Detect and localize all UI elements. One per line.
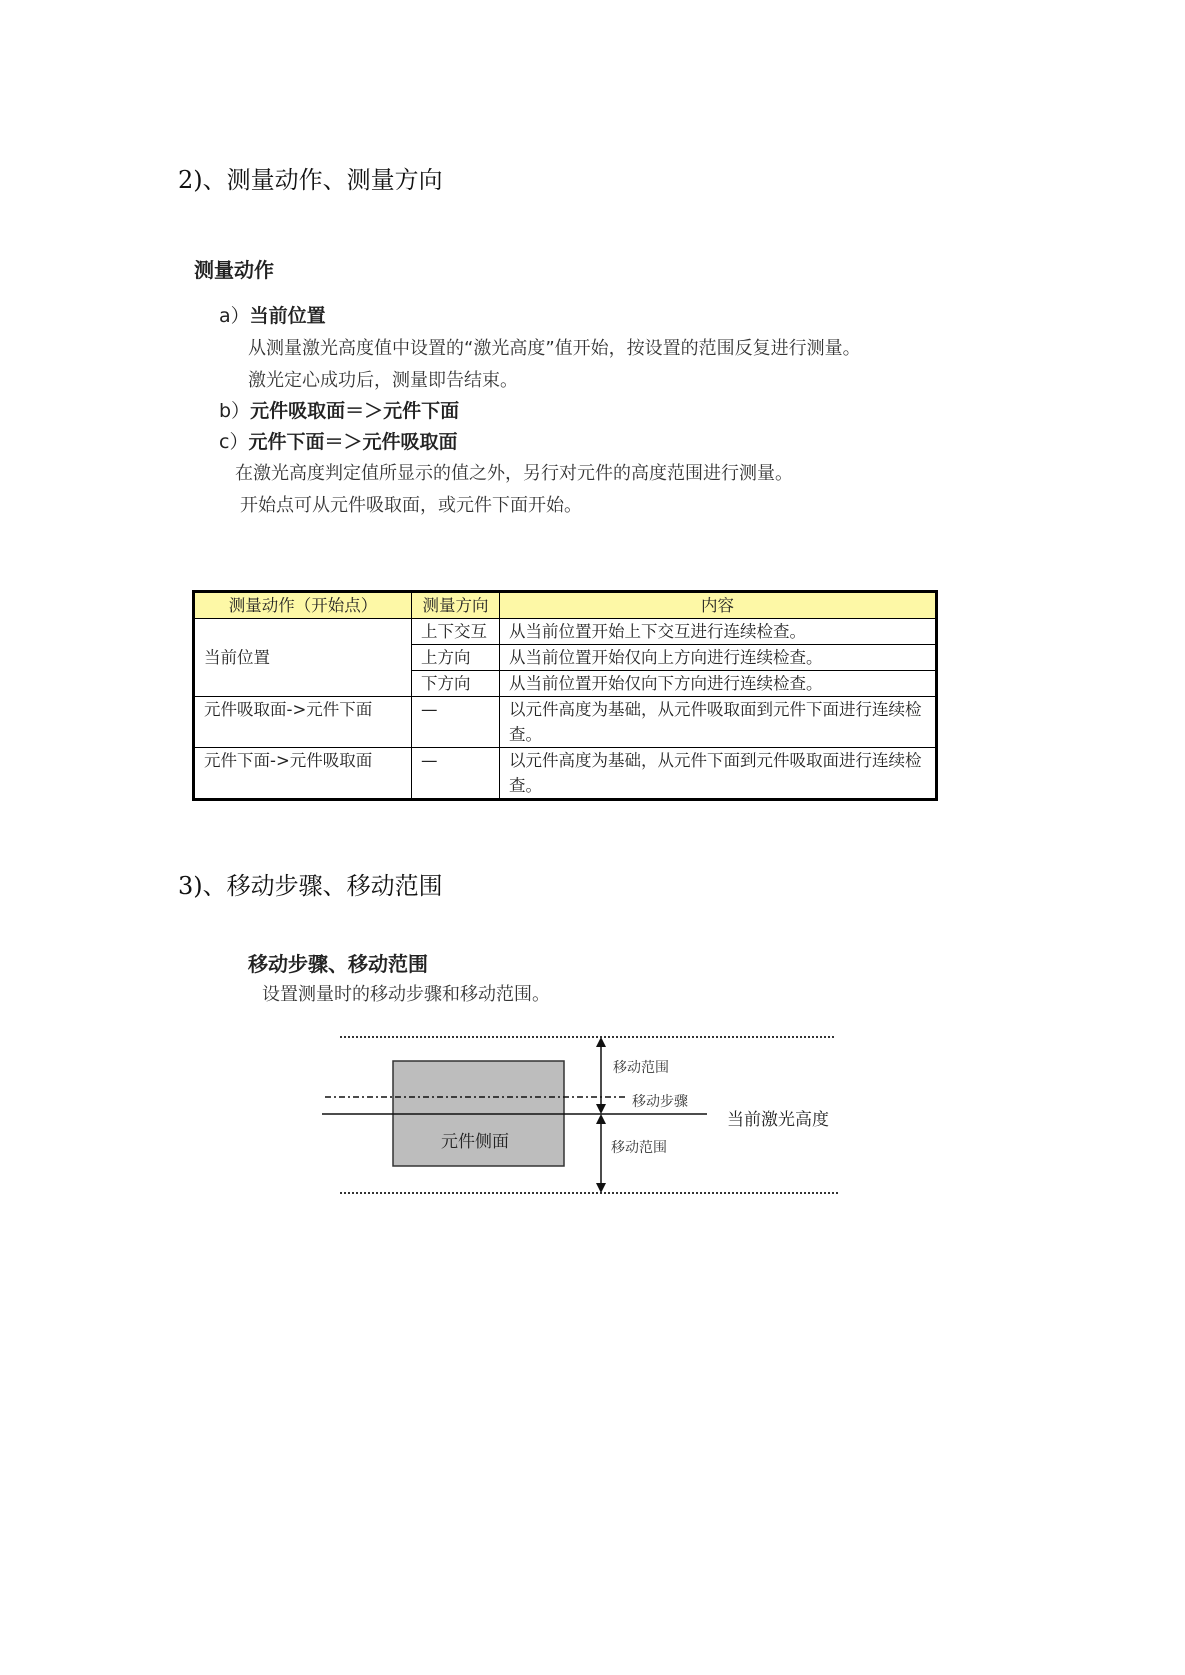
move-step-range-description: 设置测量时的移动步骤和移动范围。: [262, 984, 550, 1005]
step-label: 移动步骤: [632, 1094, 688, 1110]
range-label-bottom: 移动范围: [611, 1140, 667, 1156]
item-c-title: 元件下面＝＞元件吸取面: [248, 431, 458, 453]
item-c-line-1: 在激光高度判定值所显示的值之外，另行对元件的高度范围进行测量。: [235, 463, 793, 484]
item-b-label: b）: [219, 400, 251, 422]
cell-direction: —: [412, 697, 500, 748]
cell-current-position: 当前位置: [194, 619, 412, 697]
cell-direction: 下方向: [412, 671, 500, 697]
cell-content: 从当前位置开始仅向下方向进行连续检查。: [500, 671, 937, 697]
header-direction: 测量方向: [412, 592, 500, 619]
cell-content: 以元件高度为基础，从元件下面到元件吸取面进行连续检查。: [500, 748, 937, 800]
item-a-line-2: 激光定心成功后，测量即告结束。: [248, 370, 518, 391]
current-height-label: 当前激光高度: [727, 1110, 829, 1130]
item-c-line-2: 开始点可从元件吸取面，或元件下面开始。: [240, 495, 582, 516]
move-step-range-title: 移动步骤、移动范围: [248, 952, 428, 976]
header-content: 内容: [500, 592, 937, 619]
cell-direction: 上下交互: [412, 619, 500, 645]
item-a-line-1: 从测量激光高度值中设置的“激光高度”值开始，按设置的范围反复进行测量。: [248, 338, 861, 359]
item-a-label: a）: [219, 305, 250, 327]
cell-content: 从当前位置开始仅向上方向进行连续检查。: [500, 645, 937, 671]
section-3-heading: 3)、移动步骤、移动范围: [178, 872, 443, 900]
cell-direction: —: [412, 748, 500, 800]
cell-content: 从当前位置开始上下交互进行连续检查。: [500, 619, 937, 645]
item-b-title: 元件吸取面＝＞元件下面: [250, 400, 460, 422]
component-side-label: 元件侧面: [441, 1132, 509, 1152]
item-c-label: c）: [219, 431, 249, 453]
measurement-action-title: 测量动作: [194, 258, 274, 282]
header-action: 测量动作（开始点）: [194, 592, 412, 619]
section-2-heading: 2)、测量动作、测量方向: [178, 166, 443, 194]
cell-action: 元件下面->元件吸取面: [194, 748, 412, 800]
cell-content: 以元件高度为基础，从元件吸取面到元件下面进行连续检查。: [500, 697, 937, 748]
range-label-top: 移动范围: [613, 1060, 669, 1076]
cell-direction: 上方向: [412, 645, 500, 671]
item-a-title: 当前位置: [249, 305, 326, 327]
cell-action: 元件吸取面->元件下面: [194, 697, 412, 748]
